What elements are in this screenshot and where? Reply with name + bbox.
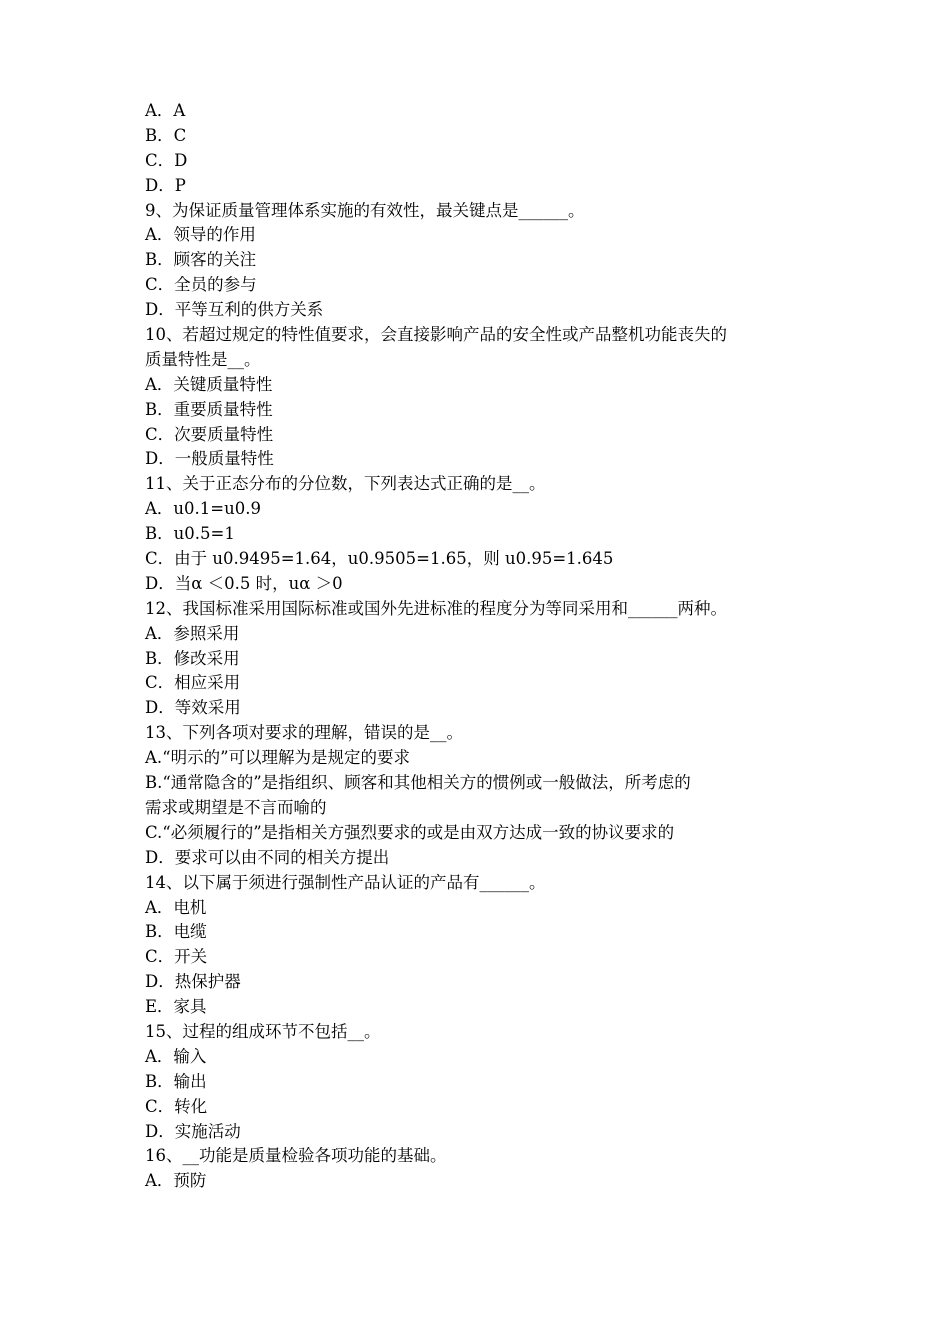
option-line: B.“通常隐含的”是指组织、顾客和其他相关方的惯例或一般做法，所考虑的 bbox=[145, 773, 691, 793]
option-line: A．关键质量特性 bbox=[145, 374, 273, 394]
question-9: 9、为保证质量管理体系实施的有效性，最关键点是______。 bbox=[145, 200, 585, 220]
option-line: B．输出 bbox=[145, 1071, 207, 1091]
option-line: D．当α ＜0.5 时，uα ＞0 bbox=[145, 573, 343, 593]
question-10: 10、若超过规定的特性值要求，会直接影响产品的安全性或产品整机功能丧失的 bbox=[145, 325, 727, 345]
question-15: 15、过程的组成环节不包括__。 bbox=[145, 1021, 381, 1041]
option-line: C．转化 bbox=[145, 1096, 208, 1116]
option-line: E．家具 bbox=[145, 997, 207, 1017]
option-line: C．相应采用 bbox=[145, 673, 241, 693]
option-line: A．u0.1=u0.9 bbox=[145, 499, 261, 519]
option-line: C．D bbox=[145, 150, 188, 170]
document-body bbox=[145, 99, 815, 1194]
option-line: B．C bbox=[145, 125, 187, 145]
option-line: A．输入 bbox=[145, 1046, 207, 1066]
option-line: C．次要质量特性 bbox=[145, 424, 274, 444]
option-line: C．全员的参与 bbox=[145, 275, 257, 295]
option-line: A．领导的作用 bbox=[145, 225, 256, 245]
question-13: 13、下列各项对要求的理解，错误的是__。 bbox=[145, 723, 463, 743]
question-14: 14、以下属于须进行强制性产品认证的产品有______。 bbox=[145, 872, 546, 892]
option-line: B．顾客的关注 bbox=[145, 250, 257, 270]
option-line: A．电机 bbox=[145, 897, 207, 917]
option-line: B．电缆 bbox=[145, 922, 207, 942]
option-line: C．由于 u0.9495=1.64，u0.9505=1.65，则 u0.95=1.645 bbox=[145, 549, 614, 569]
option-line: D．等效采用 bbox=[145, 698, 241, 718]
option-line: A．参照采用 bbox=[145, 623, 240, 643]
option-line: D．平等互利的供方关系 bbox=[145, 300, 324, 320]
question-11: 11、关于正态分布的分位数，下列表达式正确的是__。 bbox=[145, 474, 546, 494]
question-16: 16、__功能是质量检验各项功能的基础。 bbox=[145, 1146, 447, 1166]
option-line: D．实施活动 bbox=[145, 1121, 241, 1141]
question-10-continued: 质量特性是__。 bbox=[145, 349, 261, 369]
option-line: A．预防 bbox=[145, 1171, 207, 1191]
option-line-continued: 需求或期望是不言而喻的 bbox=[145, 797, 327, 817]
option-line: D．要求可以由不同的相关方提出 bbox=[145, 847, 390, 867]
option-line: A.“明示的”可以理解为是规定的要求 bbox=[145, 748, 411, 768]
option-line: C．开关 bbox=[145, 947, 208, 967]
option-line: D．P bbox=[145, 175, 186, 195]
option-line: B．u0.5=1 bbox=[145, 524, 235, 544]
option-line: C.“必须履行的”是指相关方强烈要求的或是由双方达成一致的协议要求的 bbox=[145, 822, 675, 842]
option-line: D．一般质量特性 bbox=[145, 449, 274, 469]
question-12: 12、我国标准采用国际标准或国外先进标准的程度分为等同采用和______两种。 bbox=[145, 598, 727, 618]
option-line: B．修改采用 bbox=[145, 648, 240, 668]
option-line: A．A bbox=[145, 101, 186, 120]
option-line: B．重要质量特性 bbox=[145, 399, 273, 419]
option-line: D．热保护器 bbox=[145, 972, 241, 992]
